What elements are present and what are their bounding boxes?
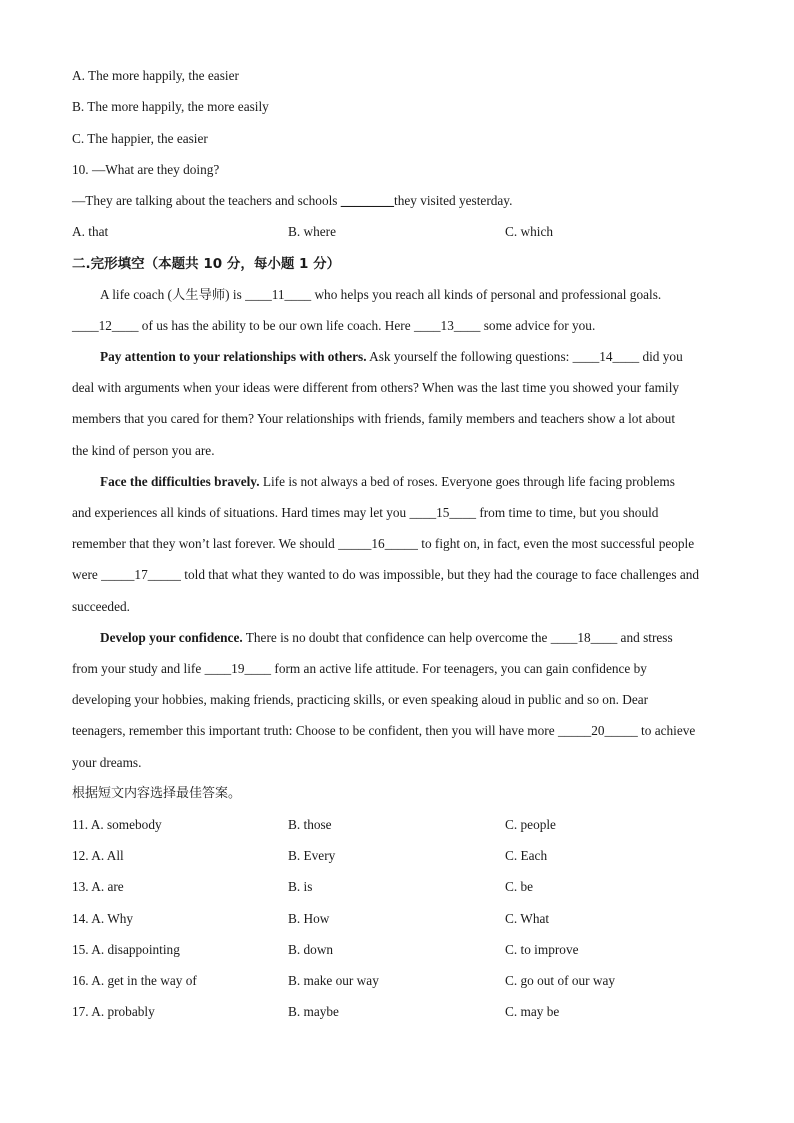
- q13-option-c: C. be: [505, 879, 534, 894]
- q9-option-a: A. The more happily, the easier: [72, 68, 239, 83]
- q13-option-b: B. is: [288, 879, 313, 894]
- text: from time to time, but you should: [476, 505, 659, 520]
- text: and stress: [617, 630, 673, 645]
- text: told that what they wanted to do was impossible, but they had the courage to face challenges and: [180, 567, 700, 582]
- passage-p4-line4: [72, 721, 695, 741]
- blank-15: ____15____: [409, 505, 476, 520]
- q15-option-b: B. down: [288, 942, 334, 957]
- passage-p4-line1: [100, 628, 673, 648]
- text: were: [72, 567, 102, 582]
- q10-answer-text-after: they visited yesterday.: [394, 193, 513, 208]
- passage-p3-line5: succeeded.: [72, 599, 130, 614]
- text: to achieve: [637, 723, 696, 738]
- text: and experiences all kinds of situations. Hard times may let you: [72, 505, 410, 520]
- text: of us has the ability to be our own life coach. Here: [138, 318, 414, 333]
- blank-20: _____20_____: [557, 723, 638, 738]
- q10-stem: 10. —What are they doing?: [72, 162, 220, 177]
- section-heading: 二.完形填空（本题共 10 分，每小题 1 分）: [72, 256, 341, 272]
- q10-blank: ________: [340, 193, 394, 208]
- passage-p3-line4: [72, 565, 699, 585]
- q16-option-c: C. go out of our way: [505, 973, 616, 988]
- blank-13: ____13____: [413, 318, 481, 333]
- passage-p3-line2: [72, 503, 658, 523]
- passage-p2-line2: deal with arguments when your ideas were different from others? When was the last time you showed your family: [72, 380, 680, 395]
- paragraph-title: Develop your confidence.: [100, 630, 243, 645]
- passage-p3-line1: [100, 472, 675, 492]
- q14-option-c: C. What: [505, 911, 550, 926]
- text: form an active life attitude. For teenagers, you can gain confidence by: [271, 661, 647, 676]
- passage-p4-line2: [72, 659, 647, 679]
- text: Life is not always a bed of roses. Everyone goes through life facing problems: [259, 474, 675, 489]
- paragraph-title: Pay attention to your relationships with others.: [100, 349, 367, 364]
- q12-option-b: B. Every: [288, 848, 336, 863]
- paragraph-title: Face the difficulties bravely.: [100, 474, 260, 489]
- passage-p2-line3: members that you cared for them? Your relationships with friends, family members and teachers show a lot about: [72, 411, 676, 426]
- q9-option-c: C. The happier, the easier: [72, 131, 208, 146]
- passage-p1-line1: [100, 285, 661, 305]
- text: some advice for you.: [480, 318, 596, 333]
- q17-option-c: C. may be: [505, 1004, 560, 1019]
- q9-option-b: B. The more happily, the more easily: [72, 99, 269, 114]
- q17-option-a: 17. A. probably: [72, 1004, 155, 1019]
- q12-option-c: C. Each: [505, 848, 548, 863]
- passage-p4-line5: your dreams.: [72, 755, 142, 770]
- blank-18: ____18____: [550, 630, 618, 645]
- blank-11: ____11____: [245, 287, 312, 302]
- text: from your study and life: [72, 661, 205, 676]
- text: remember that they won’t last forever. We should: [72, 536, 339, 551]
- text: Ask yourself the following questions:: [366, 349, 573, 364]
- q10-answer-text-before: —They are talking about the teachers and schools: [72, 193, 341, 208]
- q12-option-a: 12. A. All: [72, 848, 124, 863]
- blank-12: ____12____: [72, 318, 139, 333]
- q15-option-a: 15. A. disappointing: [72, 942, 180, 957]
- q16-option-a: 16. A. get in the way of: [72, 973, 197, 988]
- q14-option-a: 14. A. Why: [72, 911, 134, 926]
- text: did you: [639, 349, 683, 364]
- text: A life coach (人生导师) is: [100, 287, 246, 302]
- text: There is no doubt that confidence can help overcome the: [242, 630, 551, 645]
- q10-option-c: C. which: [505, 224, 554, 239]
- q16-option-b: B. make our way: [288, 973, 379, 988]
- q13-option-a: 13. A. are: [72, 879, 124, 894]
- text: teenagers, remember this important truth: Choose to be confident, then you will have more: [72, 723, 558, 738]
- blank-14: ____14____: [572, 349, 640, 364]
- passage-p3-line3: [72, 534, 694, 554]
- q11-option-c: C. people: [505, 817, 556, 832]
- q11-option-b: B. those: [288, 817, 332, 832]
- passage-p4-line3: developing your hobbies, making friends, practicing skills, or even speaking aloud in public and so on. Dear: [72, 692, 649, 707]
- blank-17: _____17_____: [101, 567, 181, 582]
- blank-16: _____16_____: [338, 536, 418, 551]
- q10-option-b: B. where: [288, 224, 336, 239]
- text: to fight on, in fact, even the most successful people: [417, 536, 695, 551]
- q10-option-a: A. that: [72, 224, 109, 239]
- q11-option-a: 11. A. somebody: [72, 817, 162, 832]
- q15-option-c: C. to improve: [505, 942, 579, 957]
- blank-19: ____19____: [204, 661, 272, 676]
- q10-answer-line: [72, 191, 512, 211]
- passage-p2-line1: [100, 347, 683, 367]
- instruction: 根据短文内容选择最佳答案。: [72, 786, 242, 801]
- text: who helps you reach all kinds of personal and professional goals.: [311, 287, 662, 302]
- passage-p1-line2: [72, 316, 595, 336]
- q14-option-b: B. How: [288, 911, 330, 926]
- passage-p2-line4: the kind of person you are.: [72, 443, 215, 458]
- q17-option-b: B. maybe: [288, 1004, 339, 1019]
